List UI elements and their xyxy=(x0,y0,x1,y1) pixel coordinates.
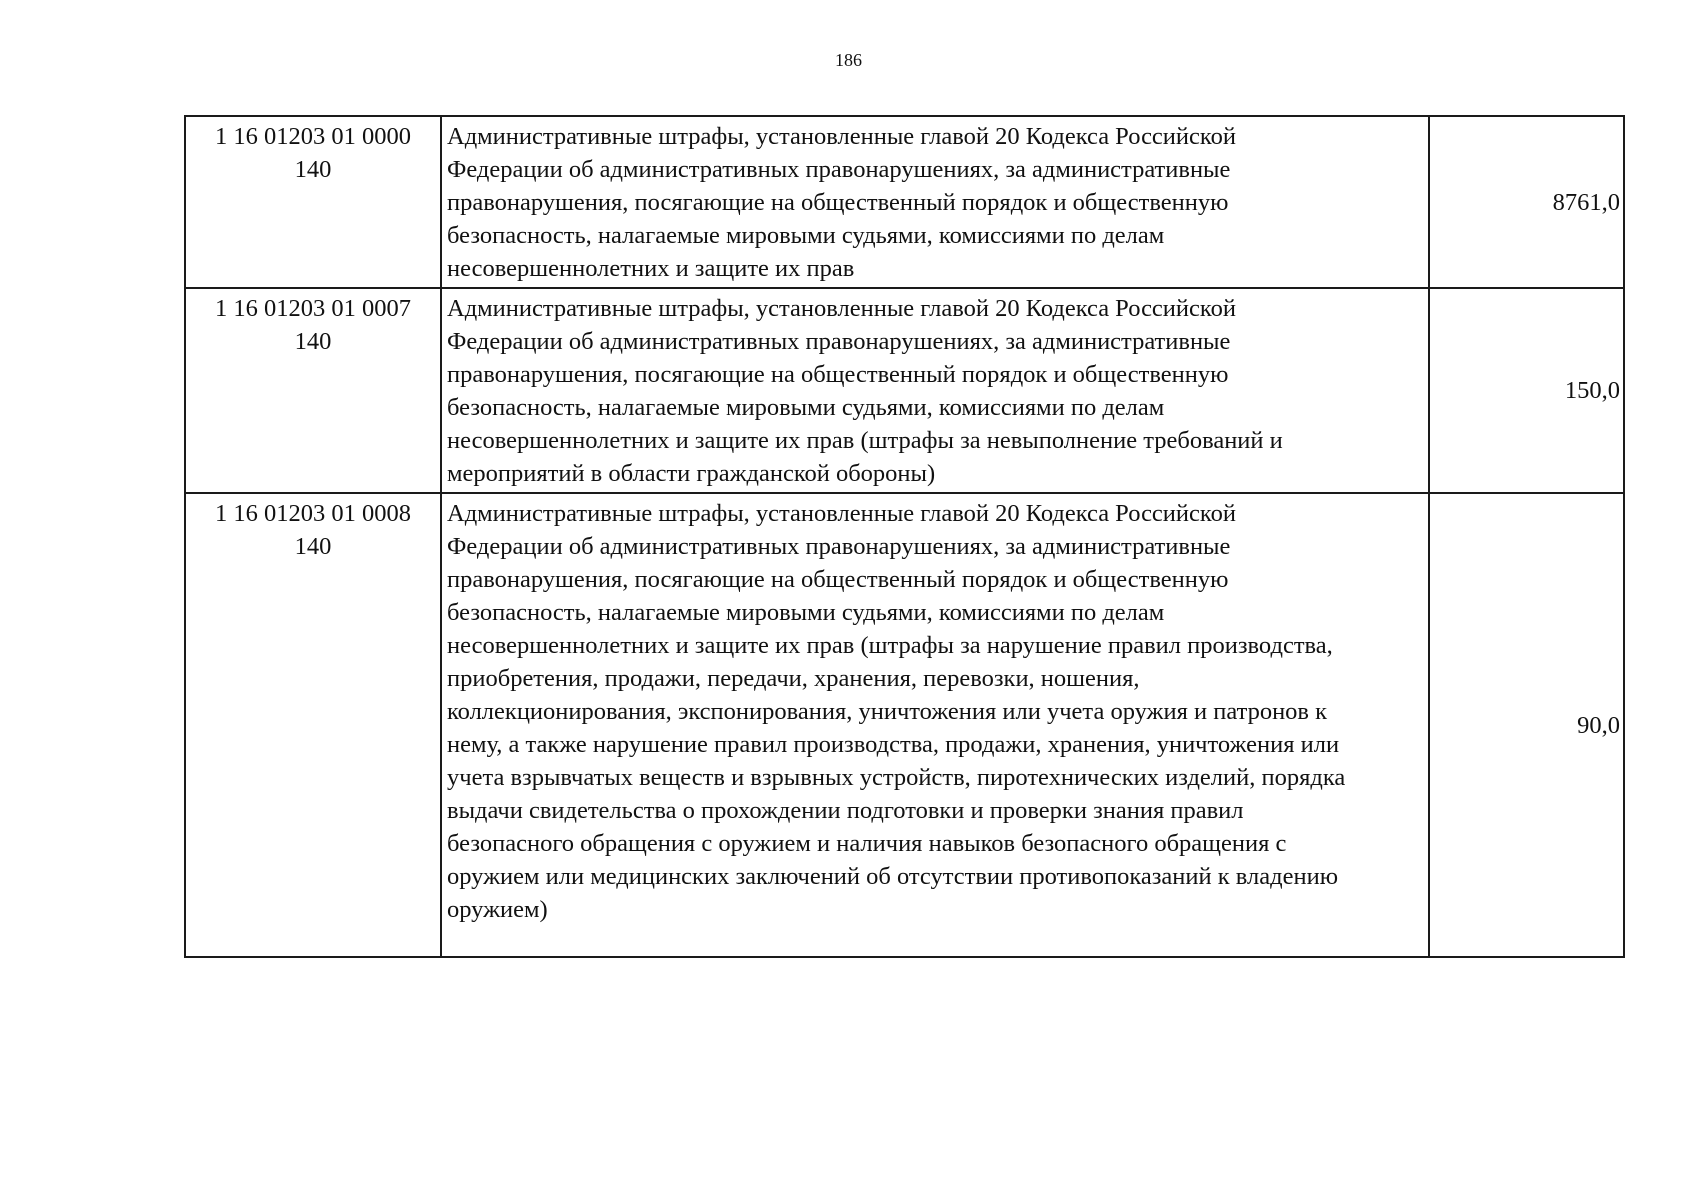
description-line: Федерации об административных правонарушениях, за административные xyxy=(447,328,1231,355)
revenue-description-cell xyxy=(441,116,1429,288)
amount-cell: 90,0 xyxy=(1429,493,1624,957)
description-line: правонарушения, посягающие на общественный порядок и общественную xyxy=(447,189,1229,216)
revenue-code-line: 1 16 01203 01 0007 xyxy=(215,295,411,322)
table-row xyxy=(185,116,1624,288)
description-line: оружием или медицинских заключений об отсутствии противопоказаний к владению xyxy=(447,863,1339,890)
description-line: Административные штрафы, установленные главой 20 Кодекса Российской xyxy=(447,295,1236,322)
description-line: коллекционирования, экспонирования, уничтожения или учета оружия и патронов к xyxy=(447,698,1328,725)
revenue-code-line: 140 xyxy=(294,156,332,183)
revenue-code-cell xyxy=(185,116,441,288)
description-line: несовершеннолетних и защите их прав (штрафы за невыполнение требований и xyxy=(447,427,1283,454)
description-line: оружием) xyxy=(447,896,548,923)
description-line: учета взрывчатых веществ и взрывных устройств, пиротехнических изделий, порядка xyxy=(447,764,1346,791)
description-line: правонарушения, посягающие на общественный порядок и общественную xyxy=(447,361,1229,388)
description-line: Административные штрафы, установленные главой 20 Кодекса Российской xyxy=(447,123,1236,150)
revenue-code-line: 1 16 01203 01 0008 xyxy=(215,500,411,527)
amount-cell: 8761,0 xyxy=(1429,116,1624,288)
table-row xyxy=(185,288,1624,493)
description-line: несовершеннолетних и защите их прав (штрафы за нарушение правил производства, xyxy=(447,632,1333,659)
description-line: безопасного обращения с оружием и наличия навыков безопасного обращения с xyxy=(447,830,1287,857)
revenue-code-line: 140 xyxy=(294,328,332,355)
revenue-description-cell xyxy=(441,493,1429,957)
description-line: Федерации об административных правонарушениях, за административные xyxy=(447,156,1231,183)
revenue-code-line: 1 16 01203 01 0000 xyxy=(215,123,411,150)
description-line: несовершеннолетних и защите их прав xyxy=(447,255,855,282)
budget-revenue-table xyxy=(184,115,1625,958)
revenue-code-line: 140 xyxy=(294,533,332,560)
description-line: Административные штрафы, установленные главой 20 Кодекса Российской xyxy=(447,500,1236,527)
amount-cell: 150,0 xyxy=(1429,288,1624,493)
revenue-code-cell xyxy=(185,493,441,957)
description-line: приобретения, продажи, передачи, хранения, перевозки, ношения, xyxy=(447,665,1140,692)
revenue-description-cell xyxy=(441,288,1429,493)
table-row xyxy=(185,493,1624,957)
description-line: Федерации об административных правонарушениях, за административные xyxy=(447,533,1231,560)
description-line: мероприятий в области гражданской обороны) xyxy=(447,460,936,487)
description-line: безопасность, налагаемые мировыми судьями, комиссиями по делам xyxy=(447,599,1165,626)
description-line: выдачи свидетельства о прохождении подготовки и проверки знания правил xyxy=(447,797,1244,824)
description-line: нему, а также нарушение правил производства, продажи, хранения, уничтожения или xyxy=(447,731,1340,758)
description-line: правонарушения, посягающие на общественный порядок и общественную xyxy=(447,566,1229,593)
description-line: безопасность, налагаемые мировыми судьями, комиссиями по делам xyxy=(447,394,1165,421)
description-line: безопасность, налагаемые мировыми судьями, комиссиями по делам xyxy=(447,222,1165,249)
revenue-code-cell xyxy=(185,288,441,493)
page-number: 186 xyxy=(835,50,862,70)
